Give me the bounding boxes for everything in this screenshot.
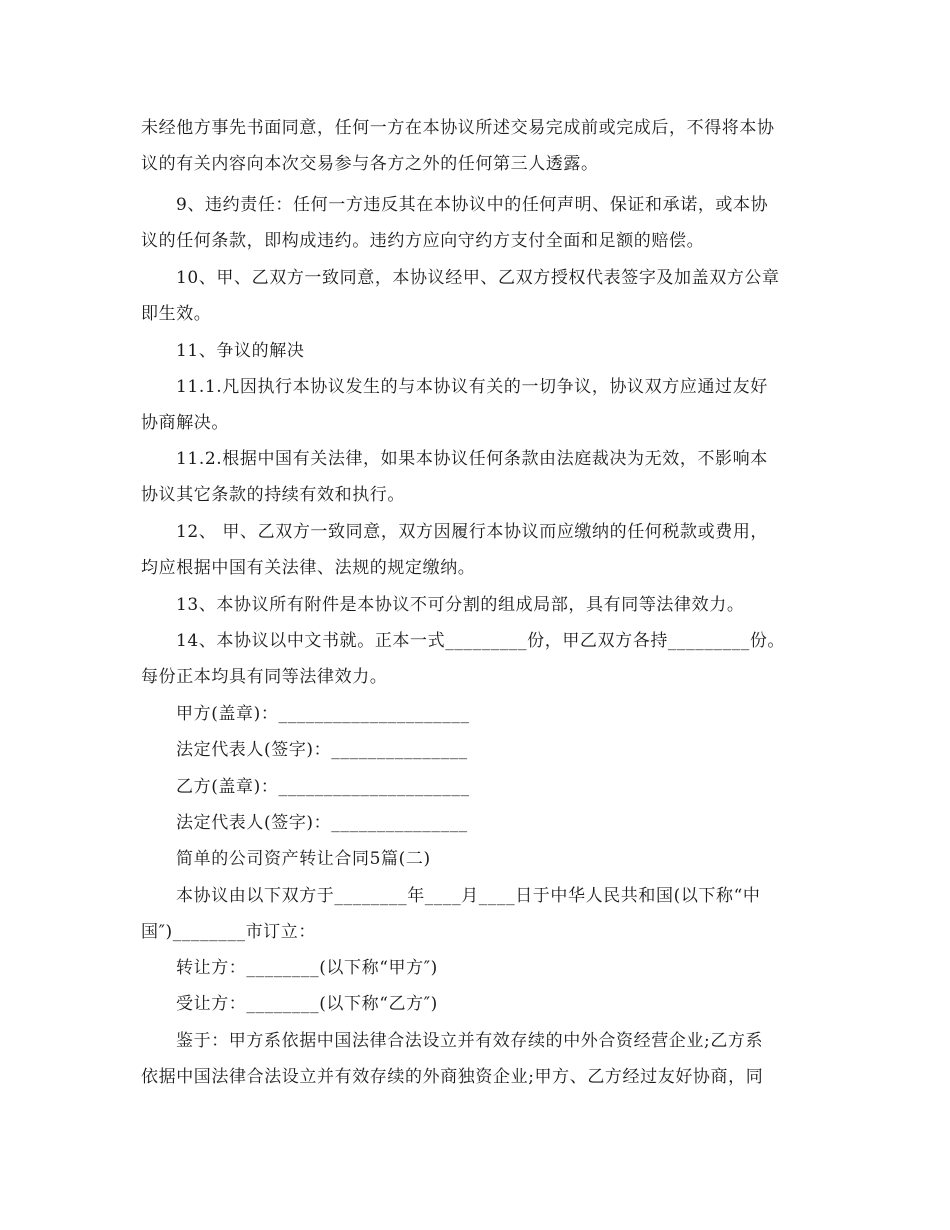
paragraph-line: 依据中国法律合法设立并有效存续的外商独资企业;甲方、乙方经过友好协商，同 (141, 1067, 764, 1087)
paragraph-line: 均应根据中国有关法律、法规的规定缴纳。 (141, 558, 476, 578)
paragraph-line: 国″)________市订立： (141, 922, 316, 942)
clause-11-heading: 11、争议的解决 (176, 341, 305, 361)
preamble-line: 本协议由以下双方于________年____月____日于中华人民共和国(以下称“中 (176, 886, 761, 906)
party-b-representative-field: 法定代表人(签字)：_______________ (176, 813, 468, 833)
party-a-seal-field: 甲方(盖章)：_____________________ (176, 704, 470, 724)
paragraph-line: 议的任何条款，即构成违约。违约方应向守约方支付全面和足额的赔偿。 (141, 231, 705, 251)
paragraph-line: 未经他方事先书面同意，任何一方在本协议所述交易完成前或完成后，不得将本协 (141, 118, 775, 138)
clause-11-2-line: 11.2.根据中国有关法律，如果本协议任何条款由法庭裁决为无效，不影响本 (176, 449, 768, 469)
transferee-field: 受让方：________(以下称“乙方″) (176, 994, 438, 1014)
clause-10-line: 10、甲、乙双方一致同意，本协议经甲、乙双方授权代表签字及加盖双方公章 (176, 268, 780, 288)
clause-9-line: 9、违约责任：任何一方违反其在本协议中的任何声明、保证和承诺，或本协 (176, 195, 769, 215)
clause-13-line: 13、本协议所有附件是本协议不可分割的组成局部，具有同等法律效力。 (176, 595, 745, 615)
paragraph-line: 协商解决。 (141, 413, 229, 433)
clause-14-line: 14、本协议以中文书就。正本一式_________份，甲乙双方各持_________份。 (176, 631, 786, 651)
clause-12-line: 12、 甲、乙双方一致同意，双方因履行本协议而应缴纳的任何税款或费用， (176, 522, 769, 542)
paragraph-line: 协议其它条款的持续有效和执行。 (141, 485, 405, 505)
party-b-seal-field: 乙方(盖章)：_____________________ (176, 777, 470, 797)
section-title: 简单的公司资产转让合同5篇(二) (176, 849, 431, 869)
clause-11-1-line: 11.1.凡因执行本协议发生的与本协议有关的一切争议，协议双方应通过友好 (176, 377, 768, 397)
paragraph-line: 即生效。 (141, 304, 212, 324)
party-a-representative-field: 法定代表人(签字)：_______________ (176, 740, 468, 760)
whereas-line: 鉴于：甲方系依据中国法律合法设立并有效存续的中外合资经营企业;乙方系 (176, 1031, 764, 1051)
paragraph-line: 每份正本均具有同等法律效力。 (141, 667, 388, 687)
paragraph-line: 议的有关内容向本次交易参与各方之外的任何第三人透露。 (141, 154, 599, 174)
transferor-field: 转让方：________(以下称“甲方″) (176, 958, 438, 978)
